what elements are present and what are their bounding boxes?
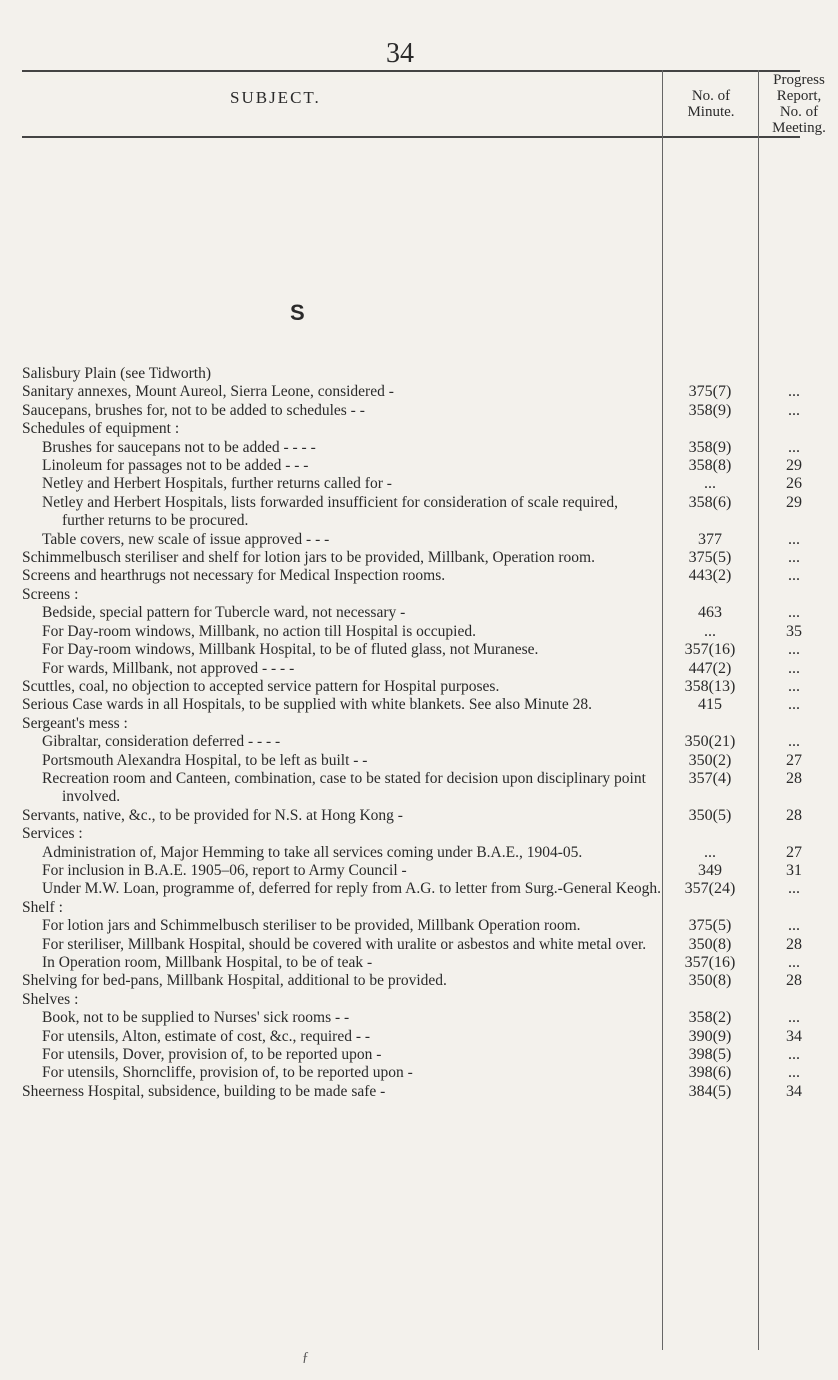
progress-report-cell: ... [788, 641, 800, 659]
progress-report-cell: 28 [786, 769, 802, 787]
index-row [0, 733, 800, 751]
minute-cell: 463 [698, 604, 722, 622]
progress-report-cell: 28 [786, 935, 802, 953]
subject-cell [22, 972, 662, 990]
index-row [0, 586, 800, 604]
subject-cell [22, 567, 662, 585]
index-entries [0, 365, 800, 1101]
progress-report-cell: ... [788, 917, 800, 935]
progress-report-cell: ... [788, 1064, 800, 1082]
subject-text: In Operation room, Millbank Hospital, to be of teak - [42, 954, 373, 971]
index-row [0, 420, 800, 438]
index-row [0, 1009, 800, 1027]
progress-report-cell: ... [788, 677, 800, 695]
index-row [0, 604, 800, 622]
minute-column-header [664, 88, 758, 120]
index-row [0, 991, 800, 1009]
subject-cell [42, 954, 662, 972]
subject-cell [22, 365, 662, 383]
subject-cell [22, 402, 662, 420]
minute-cell: 358(9) [688, 438, 732, 456]
progress-report-cell: ... [788, 567, 800, 585]
progress-report-cell: 34 [786, 1027, 802, 1045]
progress-report-cell: ... [788, 438, 800, 456]
index-row [0, 825, 800, 843]
subject-text: Linoleum for passages not to be added - - - [42, 457, 309, 475]
subject-cell [42, 457, 662, 475]
subject-cell [22, 899, 662, 917]
subject-cell [42, 475, 662, 493]
subject-text: Saucepans, brushes for, not to be added to schedules - - [22, 401, 365, 419]
subject-cell [42, 604, 662, 622]
minute-cell: 443(2) [688, 567, 732, 585]
minute-cell: 350(8) [688, 935, 732, 953]
index-row [0, 770, 800, 807]
minute-cell: 415 [698, 696, 722, 714]
index-row [0, 807, 800, 825]
minute-cell: 357(24) [684, 880, 736, 898]
subject-cell [42, 623, 662, 641]
progress-report-cell: 27 [786, 751, 802, 769]
index-row [0, 567, 800, 585]
progress-report-cell: ... [788, 530, 800, 548]
minute-cell: 350(8) [688, 972, 732, 990]
subject-cell [22, 1083, 662, 1101]
progress-report-cell: ... [788, 696, 800, 714]
progress-report-cell: 34 [786, 1082, 802, 1100]
subject-cell [42, 752, 662, 770]
progress-report-cell: ... [788, 549, 800, 567]
minute-cell: 398(6) [688, 1064, 732, 1082]
index-row [0, 365, 800, 383]
subject-text: Administration of, Major Hemming to take all services coming under B.A.E., 1904-05. [42, 843, 583, 861]
index-row [0, 439, 800, 457]
subject-text: Bedside, special pattern for Tubercle ward, not necessary - [42, 604, 406, 622]
minute-cell: 390(9) [688, 1027, 732, 1045]
index-row [0, 972, 800, 990]
subject-text: Shelving for bed-pans, Millbank Hospital, additional to be provided. [22, 972, 447, 990]
index-row [0, 862, 800, 880]
index-row [0, 899, 800, 917]
subject-cell [42, 936, 662, 954]
subject-text: Shelf : [22, 898, 63, 916]
minute-cell: 350(5) [688, 806, 732, 824]
header-top-rule [22, 70, 800, 72]
subject-cell [42, 1009, 662, 1027]
subject-text: Schedules of equipment : [22, 420, 180, 438]
progress-report-cell: 28 [786, 806, 802, 824]
subject-cell [22, 586, 662, 604]
subject-cell [42, 494, 662, 531]
index-row [0, 549, 800, 567]
index-row [0, 475, 800, 493]
minute-cell: 447(2) [688, 659, 732, 677]
subject-text: For steriliser, Millbank Hospital, should be covered with uralite or asbestos and white metal over. [42, 935, 647, 953]
minute-cell: 358(13) [684, 677, 736, 695]
subject-text: For Day-room windows, Millbank Hospital, to be of fluted glass, not Muranese. [42, 641, 539, 659]
subject-text: For Day-room windows, Millbank, no action till Hospital is occupied. [42, 622, 476, 640]
subject-cell [22, 678, 662, 696]
subject-cell [22, 420, 662, 438]
minute-cell: 375(5) [688, 917, 732, 935]
subject-cell [42, 917, 662, 935]
minute-cell: ... [704, 475, 716, 493]
index-row [0, 623, 800, 641]
index-row [0, 383, 800, 401]
pencil-mark: ƒ [302, 1350, 309, 1365]
subject-text: For inclusion in B.A.E. 1905–06, report to Army Council - [42, 861, 407, 879]
minute-cell: 349 [698, 861, 722, 879]
minute-cell: 358(8) [688, 457, 732, 475]
progress-report-cell: 31 [786, 861, 802, 879]
index-row [0, 1028, 800, 1046]
index-row [0, 844, 800, 862]
index-row [0, 1064, 800, 1082]
subject-cell [42, 862, 662, 880]
progress-report-cell: 29 [786, 493, 802, 511]
subject-text: Schimmelbusch steriliser and shelf for lotion jars to be provided, Millbank, Operation room. [22, 549, 595, 567]
minute-cell: 358(9) [688, 401, 732, 419]
subject-text: Scuttles, coal, no objection to accepted service pattern for Hospital purposes. [22, 677, 500, 695]
index-row [0, 531, 800, 549]
minute-cell: 358(2) [688, 1009, 732, 1027]
index-row [0, 954, 800, 972]
minute-cell: 375(7) [688, 383, 732, 401]
progress-report-cell: 28 [786, 972, 802, 990]
subject-column-header: SUBJECT. [230, 88, 321, 107]
subject-text: Book, not to be supplied to Nurses' sick rooms - - [42, 1009, 350, 1027]
index-row [0, 678, 800, 696]
progress-header-line: Meeting. [772, 120, 826, 136]
progress-report-cell: ... [788, 733, 800, 751]
subject-text: Servants, native, &c., to be provided for N.S. at Hong Kong - [22, 806, 403, 824]
subject-cell [22, 715, 662, 733]
subject-cell [42, 770, 662, 807]
subject-cell [22, 383, 662, 401]
progress-report-cell: ... [788, 880, 800, 898]
subject-text: Brushes for saucepans not to be added - - - - [42, 438, 316, 456]
page-number: 34 [386, 38, 414, 69]
progress-header-line: Progress [773, 72, 825, 88]
progress-report-cell: ... [788, 1009, 800, 1027]
minute-header-line: Minute. [687, 104, 735, 120]
subject-cell [42, 660, 662, 678]
subject-text: For utensils, Alton, estimate of cost, &c., required - - [42, 1027, 371, 1045]
index-row [0, 752, 800, 770]
subject-cell [42, 880, 662, 898]
header-bottom-rule [22, 136, 800, 138]
subject-text: Sergeant's mess : [22, 714, 128, 732]
index-row [0, 1046, 800, 1064]
progress-header-line: No. of [779, 104, 819, 120]
index-row [0, 402, 800, 420]
progress-report-cell: 26 [786, 475, 802, 493]
minute-cell: ... [704, 843, 716, 861]
subject-text: Screens : [22, 585, 79, 603]
subject-text: Sanitary annexes, Mount Aureol, Sierra Leone, considered - [22, 383, 394, 401]
subject-cell [42, 844, 662, 862]
section-letter: S [290, 300, 305, 325]
progress-report-cell: 29 [786, 457, 802, 475]
subject-text: Netley and Herbert Hospitals, further returns called for - [42, 475, 392, 493]
progress-report-cell: ... [788, 659, 800, 677]
subject-cell [42, 439, 662, 457]
index-row [0, 696, 800, 714]
subject-cell [22, 549, 662, 567]
minute-cell: 357(16) [684, 641, 736, 659]
index-row [0, 660, 800, 678]
subject-text: Netley and Herbert Hospitals, lists forwarded insufficient for consideration of scale required, further returns to be procured. [42, 493, 619, 530]
minute-cell: 350(21) [684, 733, 736, 751]
subject-cell [22, 825, 662, 843]
subject-cell [22, 807, 662, 825]
index-row [0, 641, 800, 659]
subject-text: Under M.W. Loan, programme of, deferred for reply from A.G. to letter from Surg.-General Keogh. [42, 880, 661, 898]
subject-text: Services : [22, 825, 83, 843]
index-row [0, 1083, 800, 1101]
subject-text: For utensils, Shorncliffe, provision of, to be reported upon - [42, 1064, 413, 1082]
minute-cell: 384(5) [688, 1082, 732, 1100]
minute-cell: 398(5) [688, 1046, 732, 1064]
subject-text: Gibraltar, consideration deferred - - - - [42, 733, 281, 751]
subject-text: Screens and hearthrugs not necessary for Medical Inspection rooms. [22, 567, 446, 585]
progress-report-cell: 35 [786, 622, 802, 640]
minute-cell: 350(2) [688, 751, 732, 769]
index-row [0, 715, 800, 733]
progress-report-cell: ... [788, 954, 800, 971]
progress-report-cell: 27 [786, 843, 802, 861]
progress-header-line: Report, [776, 88, 822, 104]
subject-cell [42, 1046, 662, 1064]
minute-cell: 375(5) [688, 549, 732, 567]
progress-report-cell: ... [788, 1046, 800, 1064]
subject-text: Salisbury Plain (see Tidworth) [22, 365, 212, 382]
subject-text: For utensils, Dover, provision of, to be reported upon - [42, 1046, 382, 1064]
minute-cell: 377 [698, 530, 722, 548]
subject-text: For wards, Millbank, not approved - - - - [42, 659, 295, 677]
minute-cell: 357(4) [688, 769, 732, 787]
subject-cell [42, 531, 662, 549]
progress-report-cell: ... [788, 401, 800, 419]
progress-column-header [760, 72, 838, 136]
subject-text: Portsmouth Alexandra Hospital, to be left as built - - [42, 751, 368, 769]
subject-cell [22, 991, 662, 1009]
subject-cell [42, 1064, 662, 1082]
minute-cell: 357(16) [684, 954, 736, 971]
minute-cell: 358(6) [688, 493, 732, 511]
subject-text: Sheerness Hospital, subsidence, building to be made safe - [22, 1082, 386, 1100]
index-row [0, 917, 800, 935]
index-row [0, 457, 800, 475]
index-row [0, 494, 800, 531]
subject-text: Serious Case wards in all Hospitals, to be supplied with white blankets. See also Minute 28. [22, 696, 592, 714]
progress-report-cell: ... [788, 383, 800, 401]
subject-text: Table covers, new scale of issue approved - - - [42, 530, 330, 548]
subject-cell [22, 696, 662, 714]
subject-text: Recreation room and Canteen, combination, case to be stated for decision upon disciplinary point involved. [42, 769, 646, 806]
index-row [0, 936, 800, 954]
subject-text: For lotion jars and Schimmelbusch steriliser to be provided, Millbank Operation room. [42, 917, 581, 935]
subject-cell [42, 641, 662, 659]
subject-cell [42, 733, 662, 751]
index-row [0, 880, 800, 898]
subject-text: Shelves : [22, 990, 79, 1008]
progress-report-cell: ... [788, 604, 800, 622]
minute-cell: ... [704, 622, 716, 640]
subject-cell [42, 1028, 662, 1046]
minute-header-line: No. of [691, 88, 731, 104]
